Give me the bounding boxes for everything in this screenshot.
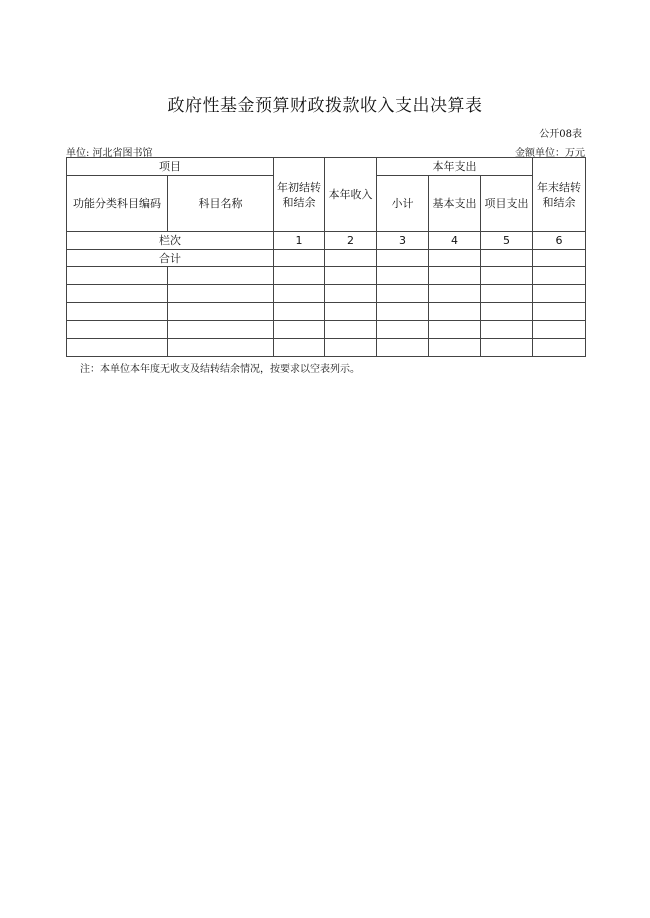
table-cell xyxy=(429,285,481,303)
table-cell xyxy=(429,267,481,285)
table-cell xyxy=(67,303,168,321)
col-number: 2 xyxy=(325,232,377,250)
table-cell xyxy=(325,303,377,321)
header-expenditure: 本年支出 xyxy=(377,158,533,176)
table-cell xyxy=(168,321,274,339)
header-begin-balance: 年初结转和结余 xyxy=(274,158,325,232)
table-cell xyxy=(377,321,429,339)
header-name: 科目名称 xyxy=(168,176,274,232)
header-end-balance: 年末结转和结余 xyxy=(533,158,586,232)
table-cell xyxy=(168,285,274,303)
table-cell xyxy=(481,267,533,285)
header-row-1 xyxy=(67,158,586,176)
table-cell xyxy=(533,250,586,267)
col-number: 5 xyxy=(481,232,533,250)
row-total-label: 合计 xyxy=(67,250,274,267)
amount-unit-label: 金额单位：万元 xyxy=(515,148,585,159)
table-cell xyxy=(481,321,533,339)
table-row xyxy=(67,339,586,357)
table-cell xyxy=(168,339,274,357)
header-income: 本年收入 xyxy=(325,158,377,232)
table-cell xyxy=(325,250,377,267)
table-cell xyxy=(533,267,586,285)
col-number: 4 xyxy=(429,232,481,250)
table-cell xyxy=(325,339,377,357)
row-index-label: 栏次 xyxy=(67,232,274,250)
table-cell xyxy=(274,285,325,303)
table-cell xyxy=(377,285,429,303)
table-row xyxy=(67,285,586,303)
total-row xyxy=(67,250,586,267)
col-number: 6 xyxy=(533,232,586,250)
table-cell xyxy=(377,250,429,267)
table-cell xyxy=(533,339,586,357)
table-cell xyxy=(67,285,168,303)
table-cell xyxy=(377,303,429,321)
table-cell xyxy=(274,250,325,267)
table-cell xyxy=(67,267,168,285)
table-cell xyxy=(67,321,168,339)
table-cell xyxy=(429,303,481,321)
index-row xyxy=(67,232,586,250)
table-cell xyxy=(274,321,325,339)
header-basic: 基本支出 xyxy=(429,176,481,232)
table-row xyxy=(67,267,586,285)
table-cell xyxy=(274,339,325,357)
table-cell xyxy=(325,321,377,339)
table-cell xyxy=(533,321,586,339)
table-cell xyxy=(533,303,586,321)
table-cell xyxy=(481,339,533,357)
table-cell xyxy=(377,339,429,357)
table-cell xyxy=(481,250,533,267)
budget-table xyxy=(66,157,586,357)
table-cell xyxy=(168,303,274,321)
header-subtotal: 小计 xyxy=(377,176,429,232)
table-row xyxy=(67,303,586,321)
header-item: 项目 xyxy=(67,158,274,176)
table-cell xyxy=(274,303,325,321)
table-cell xyxy=(325,267,377,285)
table-row xyxy=(67,321,586,339)
page-title: 政府性基金预算财政拨款收入支出决算表 xyxy=(167,96,483,116)
header-code: 功能分类科目编码 xyxy=(67,176,168,232)
table-cell xyxy=(533,285,586,303)
col-number: 3 xyxy=(377,232,429,250)
col-number: 1 xyxy=(274,232,325,250)
table-cell xyxy=(481,303,533,321)
table-cell xyxy=(67,339,168,357)
table-cell xyxy=(429,321,481,339)
header-project: 项目支出 xyxy=(481,176,533,232)
table-cell xyxy=(429,339,481,357)
table-note: 注：本单位本年度无收支及结转结余情况，按要求以空表列示。 xyxy=(80,364,360,375)
table-cell xyxy=(274,267,325,285)
table-cell xyxy=(481,285,533,303)
table-cell xyxy=(429,250,481,267)
table-cell xyxy=(168,267,274,285)
unit-label: 单位: 河北省图书馆 xyxy=(66,148,153,159)
table-cell xyxy=(325,285,377,303)
table-cell xyxy=(377,267,429,285)
form-number: 公开08表 xyxy=(539,129,582,140)
